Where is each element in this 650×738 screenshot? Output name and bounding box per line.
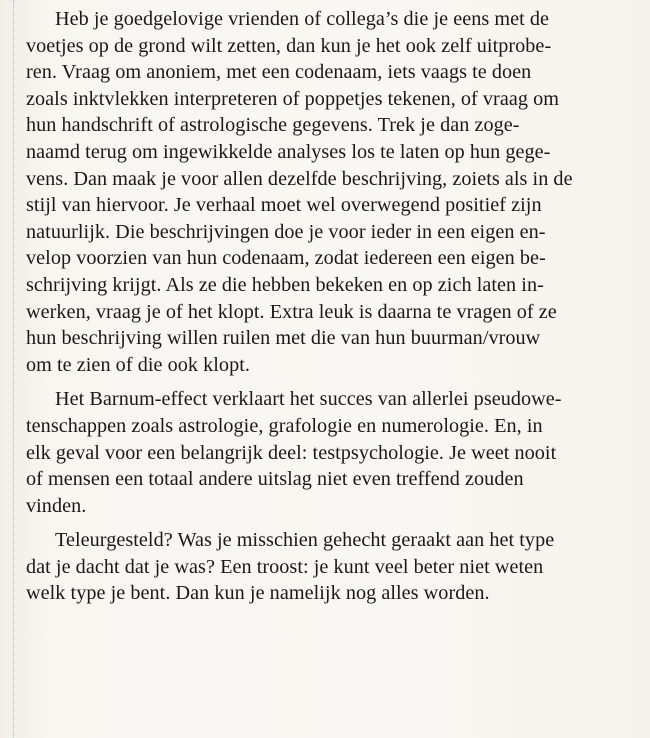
paragraph-2 (26, 386, 648, 519)
text-line: Teleurgesteld? Was je misschien gehecht geraakt aan het type (55, 529, 555, 552)
text-line: vinden. (26, 494, 87, 517)
text-line: hun handschrift of astrologische gegevens. Trek je dan zoge- (26, 114, 520, 137)
text-line: Het Barnum-effect verklaart het succes van allerlei pseudowe- (55, 388, 562, 411)
text-line: natuurlijk. Die beschrijvingen doe je voor ieder in een eigen en- (26, 220, 546, 243)
text-line: tenschappen zoals astrologie, grafologie en numerologie. En, in (26, 414, 543, 437)
text-line: zoals inktvlekken interpreteren of poppetjes tekenen, of vraag om (26, 87, 559, 110)
body-text (26, 6, 648, 607)
text-line: voetjes op de grond wilt zetten, dan kun je het ook zelf uitprobe- (26, 34, 552, 57)
text-line: welk type je bent. Dan kun je namelijk nog alles worden. (26, 582, 490, 605)
text-line: schrijving krijgt. Als ze die hebben bekeken en op zich laten in- (26, 273, 544, 296)
text-line: om te zien of die ook klopt. (26, 353, 250, 376)
text-line: hun beschrijving willen ruilen met die van hun buurman/vrouw (26, 327, 541, 350)
paragraph-1 (26, 6, 648, 378)
text-line: stijl van hiervoor. Je verhaal moet wel overwegend positief zijn (26, 194, 542, 217)
text-line: of mensen een totaal andere uitslag niet even treffend zouden (26, 468, 524, 491)
margin-dotted-rule (13, 0, 14, 738)
text-line: ren. Vraag om anoniem, met een codenaam, iets vaags te doen (26, 61, 532, 84)
text-line: Heb je goedgelovige vrienden of collega’s die je eens met de (55, 8, 550, 30)
text-line: werken, vraag je of het klopt. Extra leuk is daarna te vragen of ze (26, 300, 557, 323)
text-line: vens. Dan maak je voor allen dezelfde beschrijving, zoiets als in de (26, 167, 573, 190)
paragraph-3 (26, 527, 648, 607)
text-line: naamd terug om ingewikkelde analyses los te laten op hun gege- (26, 140, 551, 163)
text-line: velop voorzien van hun codenaam, zodat iedereen een eigen be- (26, 247, 546, 270)
text-line: dat je dacht dat je was? Een troost: je kunt veel beter niet weten (26, 555, 544, 578)
text-line: elk geval voor een belangrijk deel: testpsychologie. Je weet nooit (26, 441, 557, 464)
